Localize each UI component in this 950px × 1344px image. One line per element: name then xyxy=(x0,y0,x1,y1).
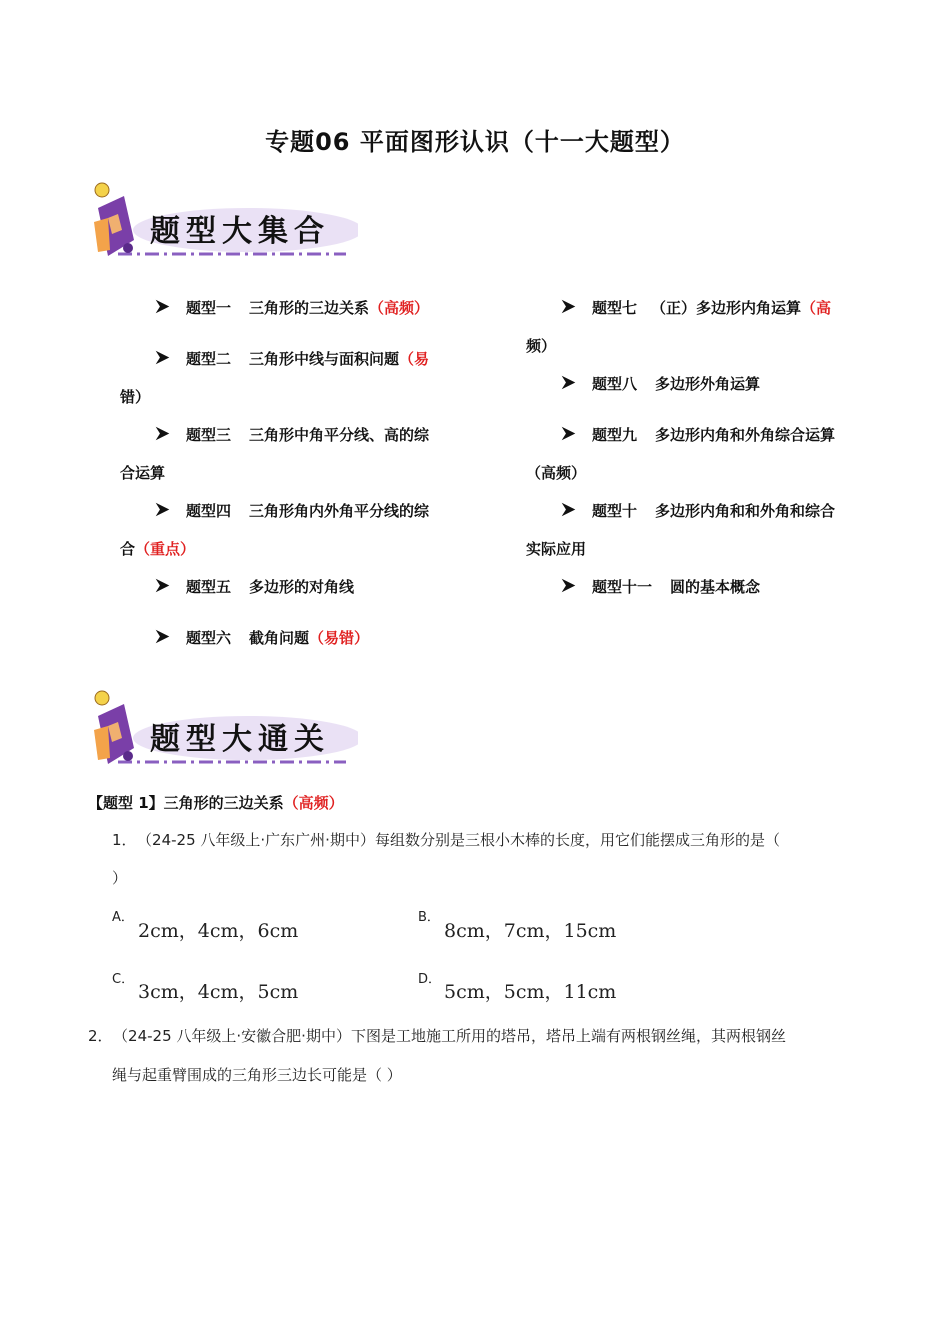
option-d-value: 5cm，5cm，11cm xyxy=(444,981,617,1003)
list-item[interactable]: 题型七 （正）多边形内角运算（高 xyxy=(560,289,831,327)
list-item[interactable]: 题型九 多边形内角和外角综合运算 xyxy=(560,416,835,454)
section-heading: 【题型 1】三角形的三边关系（高频） xyxy=(88,794,344,812)
question-2: 2． （24-25 八年级上·安徽合肥·期中）下图是工地施工所用的塔吊，塔吊上端有两根钢丝绳，其两根钢丝 xyxy=(88,1027,786,1045)
question-1: 1． （24-25 八年级上·广东广州·期中）每组数分别是三根小木棒的长度，用它们能摆成三角形的是（ xyxy=(112,831,780,849)
arrow-bullet-icon xyxy=(560,492,582,530)
arrow-bullet-icon xyxy=(154,568,176,606)
list-item-continuation: 合（重点） xyxy=(120,540,196,558)
question-2-line2: 绳与起重臂围成的三角形三边长可能是（ ） xyxy=(112,1066,402,1084)
list-item[interactable]: 题型四 三角形角内外角平分线的综 xyxy=(154,492,429,530)
list-item[interactable]: 题型一 三角形的三边关系（高频） xyxy=(154,289,429,327)
option-d[interactable]: D． xyxy=(418,972,442,987)
list-item-continuation: 频） xyxy=(526,337,557,355)
arrow-bullet-icon xyxy=(560,416,582,454)
list-item-continuation: 错） xyxy=(120,388,151,406)
option-c[interactable]: C． xyxy=(112,972,135,987)
list-item[interactable]: 题型八 多边形外角运算 xyxy=(560,365,760,403)
arrow-bullet-icon xyxy=(560,568,582,606)
option-a[interactable]: A． xyxy=(112,910,134,925)
arrow-bullet-icon xyxy=(560,365,582,403)
banner-collection xyxy=(88,178,358,268)
banner-practice-title: 题型大通关 xyxy=(150,722,330,757)
list-item-continuation: 合运算 xyxy=(120,464,166,482)
option-a-value: 2cm，4cm，6cm xyxy=(138,920,299,942)
list-item-continuation: （高频） xyxy=(526,464,587,482)
arrow-bullet-icon xyxy=(560,289,582,327)
list-item[interactable]: 题型十一 圆的基本概念 xyxy=(560,568,760,606)
arrow-bullet-icon xyxy=(154,619,176,657)
arrow-bullet-icon xyxy=(154,289,176,327)
banner-practice xyxy=(88,686,358,776)
arrow-bullet-icon xyxy=(154,492,176,530)
question-1-line2: ） xyxy=(112,869,128,887)
list-item[interactable]: 题型十 多边形内角和和外角和综合 xyxy=(560,492,835,530)
list-item[interactable]: 题型二 三角形中线与面积问题（易 xyxy=(154,340,429,378)
option-b-value: 8cm，7cm，15cm xyxy=(444,920,617,942)
arrow-bullet-icon xyxy=(154,416,176,454)
option-b[interactable]: B． xyxy=(418,910,440,925)
arrow-bullet-icon xyxy=(154,340,176,378)
list-item[interactable]: 题型三 三角形中角平分线、高的综 xyxy=(154,416,429,454)
list-item[interactable]: 题型五 多边形的对角线 xyxy=(154,568,354,606)
banner-collection-title: 题型大集合 xyxy=(150,214,330,249)
page-title: 专题06 平面图形认识（十一大题型） xyxy=(265,128,685,156)
list-item-continuation: 实际应用 xyxy=(526,540,587,558)
option-c-value: 3cm，4cm，5cm xyxy=(138,981,299,1003)
list-item[interactable]: 题型六 截角问题（易错） xyxy=(154,619,369,657)
